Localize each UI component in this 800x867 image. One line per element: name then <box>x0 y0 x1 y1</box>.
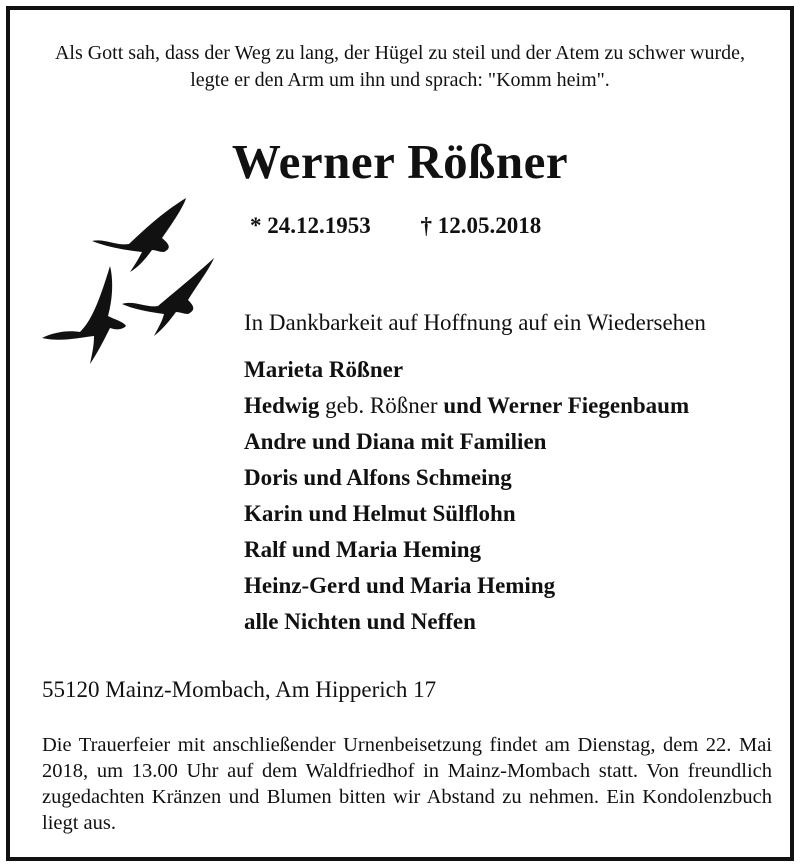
bird-left <box>42 266 126 364</box>
thanks-line: In Dankbarkeit auf Hoffnung auf ein Wiedersehen <box>244 310 706 335</box>
funeral-notice: Die Trauerfeier mit anschließender Urnenbeisetzung findet am Dienstag, dem 22. Mai 2018, um 13.00 Uhr auf dem Waldfriedhof in Mainz-Mombach statt. Von freundlich zugedachten Kränzen und Blumen bitten wir Abstand zu nehmen. Ein Kondolenzbuch liegt aus. <box>42 734 772 834</box>
mourner-birth-name: geb. Rößner <box>325 393 438 418</box>
obituary-frame <box>6 6 794 861</box>
deceased-name: Werner Rößner <box>231 134 569 189</box>
bird-right <box>122 258 214 336</box>
opening-quote: Als Gott sah, dass der Weg zu lang, der Hügel zu steil und der Atem zu schwer wurde, legte er den Arm um ihn und sprach: "Komm heim". <box>54 42 746 91</box>
death-date: † 12.05.2018 <box>420 213 542 238</box>
mourner-line: Karin und Helmut Sülflohn <box>244 501 516 526</box>
mourner-line: Heinz-Gerd und Maria Heming <box>244 573 556 598</box>
mourner-line <box>244 388 689 424</box>
address: 55120 Mainz-Mombach, Am Hipperich 17 <box>42 677 437 702</box>
mourner-line: Doris und Alfons Schmeing <box>244 465 512 490</box>
mourner-partner: und Werner Fiegenbaum <box>443 393 690 418</box>
mourner-line: Andre und Diana mit Familien <box>244 429 547 454</box>
mourner-name: Hedwig <box>244 393 320 418</box>
mourner-line: Marieta Rößner <box>244 357 404 382</box>
flying-birds-icon <box>34 186 214 366</box>
mourner-line: alle Nichten und Neffen <box>244 609 476 634</box>
life-dates <box>250 213 541 239</box>
bird-top <box>92 198 186 272</box>
birth-date: * 24.12.1953 <box>250 213 371 238</box>
mourner-line: Ralf und Maria Heming <box>244 537 482 562</box>
mourners-list <box>244 352 689 640</box>
